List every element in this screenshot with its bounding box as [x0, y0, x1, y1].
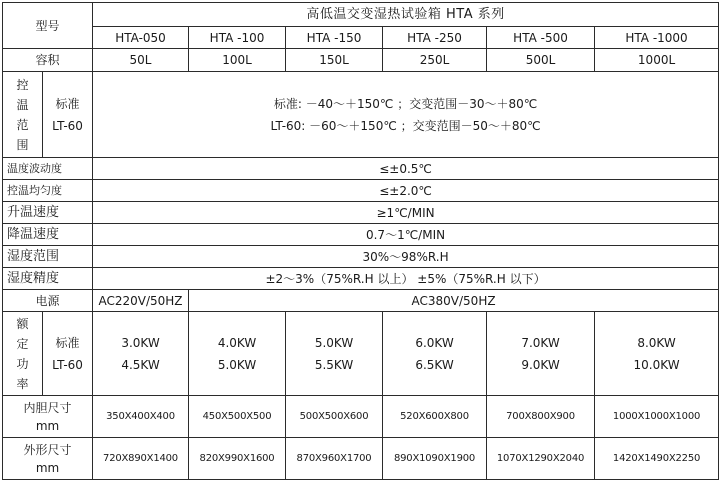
volume-row — [3, 49, 719, 72]
rated-power-sublabel — [43, 312, 93, 396]
outer-size-label-text: 外形尺寸 — [23, 442, 72, 457]
series-title: 高低温交变湿热试验箱 HTA 系列 — [93, 3, 719, 27]
power-cell — [595, 312, 719, 396]
spec-label: 控温均匀度 — [3, 180, 93, 202]
power-standard: 5.0KW — [314, 335, 354, 350]
power-lt60: 10.0KW — [633, 357, 680, 372]
temp-range-label — [3, 72, 43, 158]
outer-size-cell: 870X960X1700 — [286, 438, 383, 480]
power-lt60: 9.0KW — [521, 357, 560, 372]
sublabel-standard: 标准 — [55, 96, 80, 111]
temp-range-values — [93, 72, 719, 158]
outer-size-label — [3, 438, 93, 480]
power-supply-large: AC380V/50HZ — [189, 290, 719, 312]
inner-size-row — [3, 396, 719, 438]
label-char: 控 — [16, 77, 29, 92]
inner-size-cell: 500X500X600 — [286, 396, 383, 438]
spec-sheet — [2, 2, 718, 480]
outer-size-cell: 1420X1490X2250 — [595, 438, 719, 480]
label-char: 功 — [16, 356, 29, 371]
label-char: 范 — [16, 117, 29, 132]
model-label: 型号 — [3, 3, 93, 49]
label-char: 温 — [16, 97, 29, 112]
volume-cell: 150L — [286, 49, 383, 72]
volume-cell: 500L — [487, 49, 595, 72]
model-cell: HTA -250 — [383, 27, 487, 49]
inner-size-cell: 700X800X900 — [487, 396, 595, 438]
temp-range-sublabel — [43, 72, 93, 158]
label-char: 定 — [16, 336, 29, 351]
spec-value: ≥1℃/MIN — [93, 202, 719, 224]
power-supply-label: 电源 — [3, 290, 93, 312]
power-lt60: 5.0KW — [217, 357, 257, 372]
spec-value: ±2～3%（75%R.H 以上） ±5%（75%R.H 以下） — [93, 268, 719, 290]
power-supply-row — [3, 290, 719, 312]
inner-size-cell: 350X400X400 — [93, 396, 189, 438]
volume-cell: 1000L — [595, 49, 719, 72]
volume-cell: 100L — [189, 49, 286, 72]
spec-table — [2, 2, 719, 480]
temp-range-standard: 标准: －40～＋150℃ ；交变范围－30～＋80℃ — [273, 96, 538, 111]
model-cell: HTA -150 — [286, 27, 383, 49]
inner-size-unit: mm — [35, 418, 60, 433]
sublabel-lt60: LT-60 — [52, 357, 83, 372]
model-row — [3, 27, 719, 49]
spec-label: 湿度精度 — [3, 268, 93, 290]
spec-value: ≤±0.5℃ — [93, 158, 719, 180]
power-standard: 7.0KW — [521, 335, 560, 350]
spec-label: 温度波动度 — [3, 158, 93, 180]
power-lt60: 6.5KW — [415, 357, 454, 372]
label-char: 围 — [16, 137, 29, 152]
spec-label: 湿度范围 — [3, 246, 93, 268]
spec-row — [3, 268, 719, 290]
spec-row — [3, 180, 719, 202]
power-lt60: 5.5KW — [314, 357, 354, 372]
outer-size-cell: 720X890X1400 — [93, 438, 189, 480]
spec-label: 降温速度 — [3, 224, 93, 246]
inner-size-cell: 1000X1000X1000 — [595, 396, 719, 438]
model-cell: HTA-050 — [93, 27, 189, 49]
model-cell: HTA -1000 — [595, 27, 719, 49]
rated-power-row — [3, 312, 719, 396]
spec-value: 0.7～1℃/MIN — [93, 224, 719, 246]
model-cell: HTA -500 — [487, 27, 595, 49]
temp-range-row — [3, 72, 719, 158]
sublabel-lt60: LT-60 — [52, 118, 83, 133]
model-cell: HTA -100 — [189, 27, 286, 49]
power-standard: 4.0KW — [217, 335, 257, 350]
power-supply-small: AC220V/50HZ — [93, 290, 189, 312]
sublabel-standard: 标准 — [55, 335, 80, 350]
label-char: 额 — [16, 316, 29, 331]
volume-cell: 250L — [383, 49, 487, 72]
outer-size-cell: 890X1090X1900 — [383, 438, 487, 480]
title-row — [3, 3, 719, 27]
inner-size-cell: 450X500X500 — [189, 396, 286, 438]
power-cell — [286, 312, 383, 396]
spec-row — [3, 158, 719, 180]
label-char: 率 — [16, 376, 29, 391]
outer-size-cell: 1070X1290X2040 — [487, 438, 595, 480]
spec-value: ≤±2.0℃ — [93, 180, 719, 202]
temp-range-lt60: LT-60: －60～＋150℃ ；交变范围－50～＋80℃ — [270, 118, 541, 133]
spec-row — [3, 246, 719, 268]
power-cell — [189, 312, 286, 396]
spec-row — [3, 202, 719, 224]
volume-cell: 50L — [93, 49, 189, 72]
power-cell — [93, 312, 189, 396]
spec-value: 30%～98%R.H — [93, 246, 719, 268]
outer-size-row — [3, 438, 719, 480]
spec-row — [3, 224, 719, 246]
power-cell — [383, 312, 487, 396]
inner-size-label-text: 内胆尺寸 — [23, 400, 72, 415]
power-standard: 6.0KW — [415, 335, 454, 350]
outer-size-cell: 820X990X1600 — [189, 438, 286, 480]
power-lt60: 4.5KW — [121, 357, 160, 372]
outer-size-unit: mm — [35, 460, 60, 475]
inner-size-cell: 520X600X800 — [383, 396, 487, 438]
rated-power-label — [3, 312, 43, 396]
spec-label: 升温速度 — [3, 202, 93, 224]
power-cell — [487, 312, 595, 396]
volume-label: 容积 — [3, 49, 93, 72]
power-standard: 3.0KW — [121, 335, 160, 350]
power-standard: 8.0KW — [637, 335, 676, 350]
inner-size-label — [3, 396, 93, 438]
